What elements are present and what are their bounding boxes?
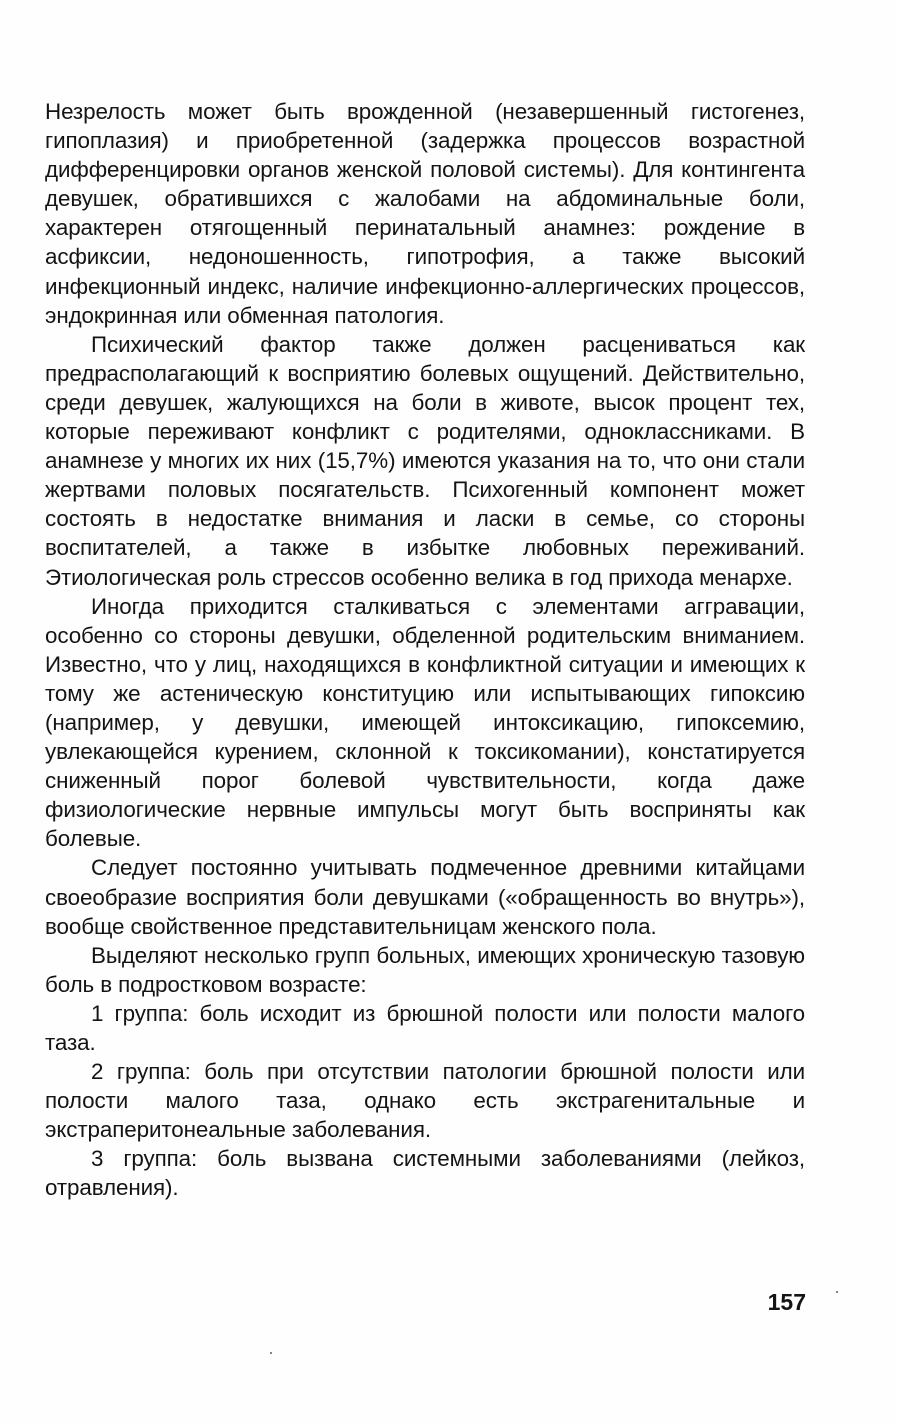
paragraph-chinese-observation: Следует постоянно учитывать подмеченное древними китайцами своеобразие восприятия боли девушками («обращенность во внутрь»), вообще свойственное представительницам женского пола. — [45, 855, 805, 939]
list-item-group-3: 3 группа: боль вызвана системными заболеваниями (лейкоз, отравления). — [45, 1146, 805, 1201]
scan-speck — [836, 1291, 838, 1293]
paragraph-psychic-factor: Психический фактор также должен расцениваться как предрасполагающий к восприятию болевых ощущений. Действительно, среди девушек, жалующихся на боли в животе, высок процент тех, которые переживают конфликт с родителями, одноклассниками. В анамнезе у многих их них (15,7%) имеются указания на то, что они стали жертвами половых посягательств. Психогенный компонент может состоять в недостатке внимания и ласки в семье, со стороны воспитателей, а также в избытке любовных переживаний. Этиологическая роль стрессов особенно велика в год прихода менархе. — [45, 331, 805, 590]
page-number: 157 — [767, 1289, 806, 1315]
paragraph-patient-groups-intro: Выделяют несколько групп больных, имеющих хроническую тазовую боль в подростковом возрасте: — [45, 942, 805, 997]
list-item-group-1: 1 группа: боль исходит из брюшной полости или полости малого таза. — [45, 1000, 805, 1055]
paragraph-aggravation: Иногда приходится сталкиваться с элементами аггравации, особенно со стороны девушки, обделенной родительским вниманием. Известно, что у лиц, находящихся в конфликтной ситуации и имеющих к тому же астеническую конституцию или испытывающих гипоксию (например, у девушки, имеющей интоксикацию, гипоксемию, увлекающейся курением, склонной к токсикомании), констатируется сниженный порог болевой чувствительности, когда даже физиологические нервные импульсы могут быть восприняты как болевые. — [45, 593, 805, 852]
scan-speck — [270, 1352, 272, 1354]
paragraph-immaturity: Незрелость может быть врожденной (незавершенный гистогенез, гипоплазия) и приобретенной (задержка процессов возрастной дифференцировки органов женской половой системы). Для контингента девушек, обратившихся с жалобами на абдоминальные боли, характерен отягощенный перинатальный анамнез: рождение в асфиксии, недоношенность, гипотрофия, а также высокий инфекционный индекс, наличие инфекционно-аллергических процессов, эндокринная или обменная патология. — [45, 99, 805, 328]
body-text — [45, 97, 805, 1203]
list-item-group-2: 2 группа: боль при отсутствии патологии брюшной полости или полости малого таза, однако есть экстрагенитальные и экстраперитонеальные заболевания. — [45, 1059, 805, 1143]
